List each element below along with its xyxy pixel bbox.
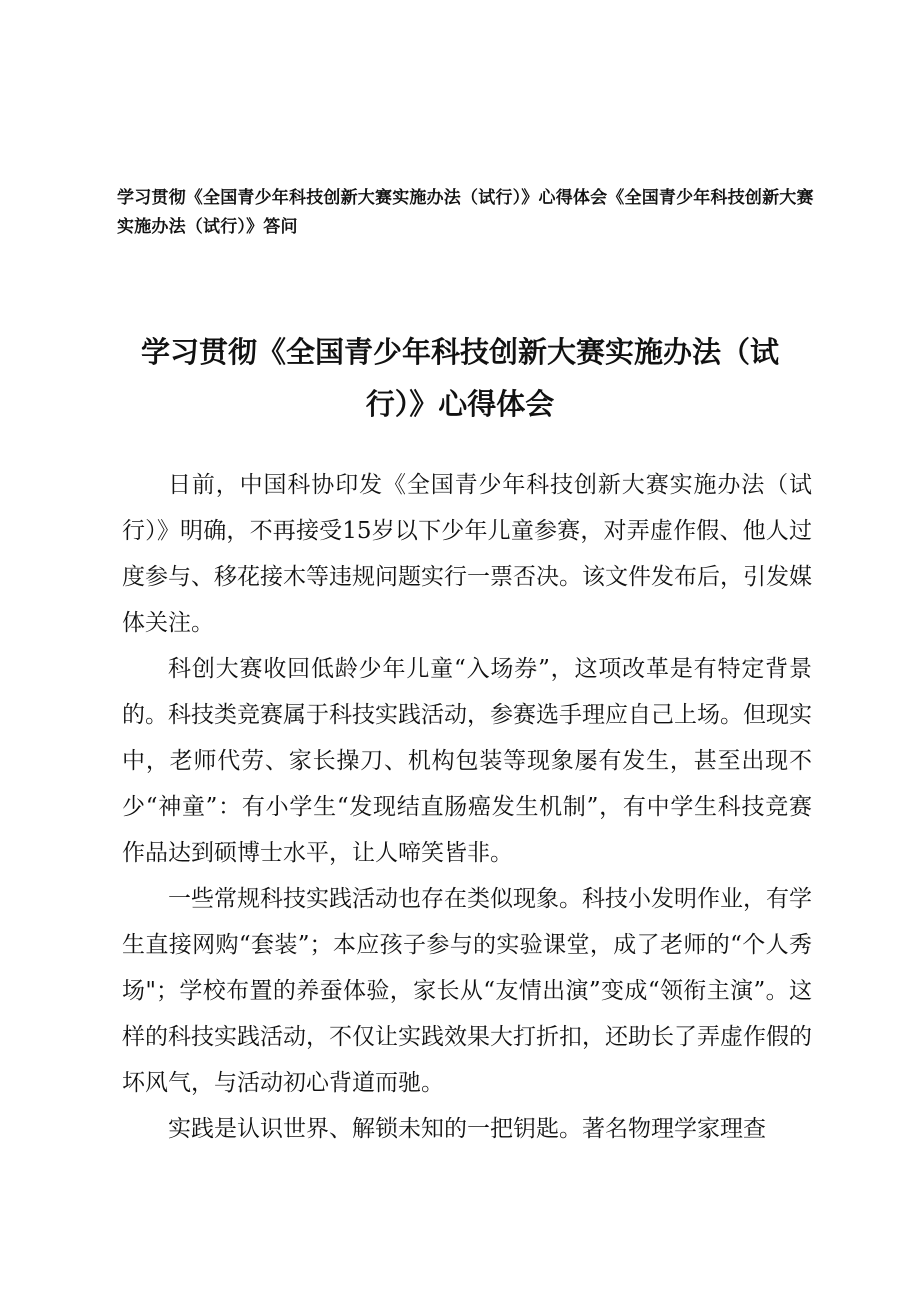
paragraph-3: 一些常规科技实践活动也存在类似现象。科技小发明作业，有学生直接网购“套装”；本应孩子参与的实验课堂，成了老师的“个人秀场"；学校布置的养蚕体验，家长从“友情出演”变成“领衔主演”。这样的科技实践活动，不仅让实践效果大打折扣，还助长了弄虚作假的坏风气，与活动初心背道而驰。 — [122, 886, 812, 1096]
article-body — [122, 462, 812, 1152]
article-title-line-2: 行）》心得体会 — [365, 387, 555, 421]
document-header-caption: 学习贯彻《全国青少年科技创新大赛实施办法（试行）》心得体会《全国青少年科技创新大赛实施办法（试行）》答问 — [117, 188, 814, 237]
paragraph-1: 日前，中国科协印发《全国青少年科技创新大赛实施办法（试行）》明确，不再接受15岁以下少年儿童参赛，对弄虚作假、他人过度参与、移花接木等违规问题实行一票否决。该文件发布后，引发媒体关注。 — [122, 472, 812, 636]
article-title-line-1: 学习贯彻《全国青少年科技创新大赛实施办法（试 — [140, 335, 779, 369]
paragraph-4: 实践是认识世界、解锁未知的一把钥匙。著名物理学家理查 — [168, 1116, 766, 1142]
paragraph-2: 科创大赛收回低龄少年儿童“入场券”，这项改革是有特定背景的。科技类竞赛属于科技实践活动，参赛选手理应自己上场。但现实中，老师代劳、家长操刀、机构包装等现象屡有发生，甚至出现不少“神童”：有小学生“发现结直肠癌发生机制”，有中学生科技竞赛作品达到硕博士水平，让人啼笑皆非。 — [122, 656, 812, 866]
article-title — [100, 326, 820, 430]
